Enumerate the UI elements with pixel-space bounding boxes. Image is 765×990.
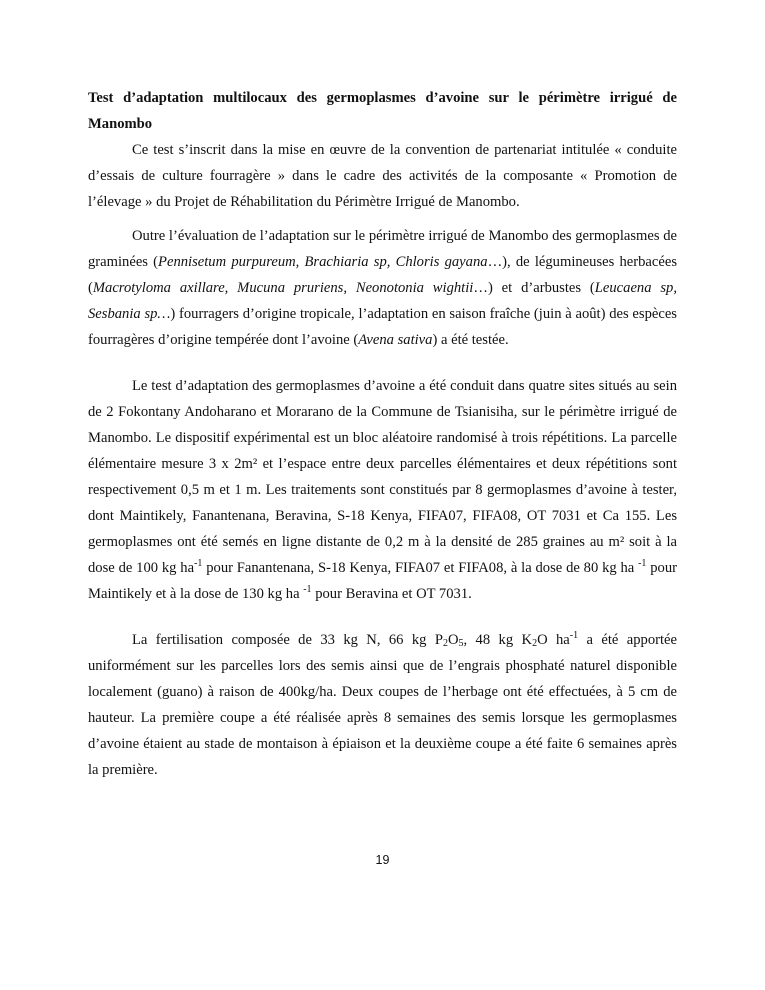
document-body xyxy=(88,85,677,783)
page-number: 19 xyxy=(375,853,390,867)
paragraph-evaluation: Outre l’évaluation de l’adaptation sur le périmètre irrigué de Manombo des germoplasmes de graminées (Pennisetum purpureum, Brachiaria sp, Chloris gayana…), de légumineuses herbacées (Macrotyloma axillare, Mucuna pruriens, Neonotonia wightii…) et d’arbustes (Leucaena sp, Sesbania sp…) fourragers d’origine tropicale, l’adaptation en saison fraîche (juin à août) des espèces fourragères d’origine tempérée dont l’avoine (Avena sativa) a été testée. xyxy=(88,228,678,348)
section-heading-line1: Test d’adaptation multilocaux des germoplasmes d’avoine sur le périmètre irrigué de xyxy=(88,90,677,106)
paragraph-fertilisation: La fertilisation composée de 33 kg N, 66 kg $P_2O_5$, 48 kg $K_2O$ $ha^{-1}$ a été apportée uniformément sur les parcelles lors des semis ainsi que de l’engrais phosphaté naturel disponible localement (guano) à raison de 400kg/ha. Deux coupes de l’herbage ont été effectuées, à 5 cm de hauteur. La première coupe a été réalisée après 8 semaines des semis lorsque les germoplasmes d’avoine étaient au stade de montaison à épiaison et la deuxième coupe a été faite 6 semaines après la première. xyxy=(88,630,677,778)
paragraph-intro: Ce test s’inscrit dans la mise en œuvre de la convention de partenariat intitulée « conduite d’essais de culture fourragère » dans le cadre des activités de la composante « Promotion de l’élevage » du Projet de Réhabilitation du Périmètre Irrigué de Manombo. xyxy=(88,142,677,210)
section-heading-line2: Manombo xyxy=(88,116,153,132)
paragraph-protocol: Le test d’adaptation des germoplasmes d’avoine a été conduit dans quatre sites situés au sein de 2 Fokontany Andoharano et Morarano de la Commune de Tsianisiha, sur le périmètre irrigué de Manombo. Le dispositif expérimental est un bloc aléatoire randomisé à trois répétitions. La parcelle élémentaire mesure 3 x 2m² et l’espace entre deux parcelles élémentaires et deux répétitions sont respectivement 0,5 m et 1 m. Les traitements sont constitués par 8 germoplasmes d’avoine à tester, dont Maintikely, Fanantenana, Beravina, S-18 Kenya, FIFA07, FIFA08, OT 7031 et Ca 155. Les germoplasmes ont été semés en ligne distante de 0,2 m à la densité de 285 graines au m² soit à la dose de 100 kg $ha^{-1}$ pour Fanantenana, S-18 Kenya, FIFA07 et FIFA08, à la dose de 80 kg ha $^{-1}$ pour Maintikely et à la dose de 130 kg ha $^{-1}$ pour Beravina et OT 7031. xyxy=(88,378,677,602)
